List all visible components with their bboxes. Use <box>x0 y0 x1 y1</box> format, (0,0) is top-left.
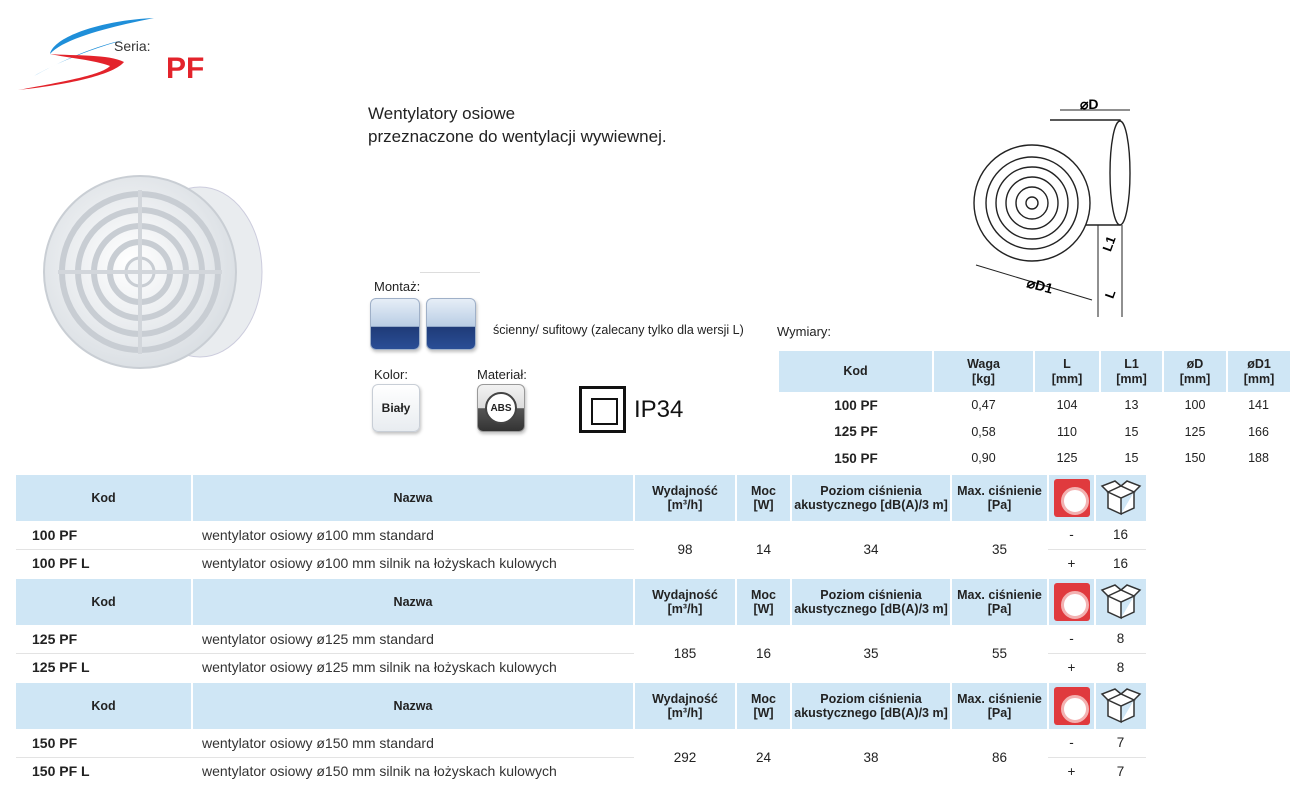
color-label: Kolor: <box>374 367 408 382</box>
product-pack-qty: 16 <box>1095 521 1146 549</box>
product-header-row <box>16 475 1146 521</box>
product-kod: 150 PF <box>16 729 192 757</box>
mounting-label: Montaż: <box>374 279 421 294</box>
product-bearing-flag: - <box>1048 521 1095 549</box>
dim-l1: 15 <box>1124 424 1139 439</box>
bearing-cert-icon <box>1054 583 1090 621</box>
dimensions-header-row <box>779 351 1290 392</box>
ip-rating-icon <box>579 386 626 433</box>
drawing-label-l: L <box>1101 287 1119 301</box>
header-max-cisnienie: Max. ciśnienie [Pa] <box>951 683 1048 729</box>
dim-waga: 0,47 <box>971 398 996 413</box>
product-bearing-flag: + <box>1067 659 1076 675</box>
product-bearing-flag: - <box>1048 625 1095 653</box>
fan-dimension-drawing <box>970 85 1145 330</box>
product-row <box>16 521 1146 549</box>
product-pack-qty: 7 <box>1116 763 1125 779</box>
divider <box>420 272 480 273</box>
header-poziom: Poziom ciśnienia akustycznego [dB(A)/3 m] <box>791 475 951 521</box>
dim-l: 110 <box>1057 424 1077 439</box>
dim-header-d1: øD1 [mm] <box>1227 351 1290 392</box>
dim-header-waga: Waga [kg] <box>933 351 1034 392</box>
dimensions-table <box>779 351 1290 472</box>
ceiling-mount-icon <box>426 298 476 350</box>
dim-waga: 0,58 <box>971 424 996 439</box>
description-line-1: Wentylatory osiowe <box>368 104 516 123</box>
bearing-cert-icon <box>1054 479 1090 517</box>
header-box <box>1095 475 1146 521</box>
product-bearing-flag: + <box>1067 555 1076 571</box>
dim-kod: 125 PF <box>834 424 878 440</box>
drawing-label-l1: L1 <box>1099 233 1119 254</box>
wall-mount-icon <box>370 298 420 350</box>
product-nazwa: wentylator osiowy ø100 mm standard <box>192 521 634 549</box>
product-poziom: 35 <box>863 645 879 661</box>
header-cert <box>1048 475 1095 521</box>
color-chip: Biały <box>372 384 420 432</box>
header-poziom: Poziom ciśnienia akustycznego [dB(A)/3 m] <box>791 683 951 729</box>
product-max-cisnienie: 55 <box>991 645 1008 661</box>
header-wydajnosc: Wydajność [m³/h] <box>634 475 736 521</box>
dim-kod: 100 PF <box>834 397 878 413</box>
product-description <box>368 102 667 148</box>
dim-header-kod: Kod <box>779 351 933 392</box>
header-kod: Kod <box>16 475 192 521</box>
header-box <box>1095 579 1146 625</box>
header-kod: Kod <box>16 579 192 625</box>
dim-l: 125 <box>1056 451 1078 466</box>
product-nazwa: wentylator osiowy ø150 mm silnik na łożyskach kulowych <box>202 763 557 780</box>
product-kod: 125 PF <box>16 625 192 653</box>
description-line-2: przeznaczone do wentylacji wywiewnej. <box>368 127 667 146</box>
dim-d: 150 <box>1184 451 1206 466</box>
drawing-label-d1: ⌀D1 <box>1025 274 1055 297</box>
dimensions-row <box>779 419 1290 446</box>
package-box-icon <box>1100 688 1142 724</box>
material-value: ABS <box>485 392 517 424</box>
package-box-icon <box>1100 584 1142 620</box>
header-cert <box>1048 683 1095 729</box>
dim-d1: 188 <box>1248 451 1269 466</box>
product-pack-qty: 8 <box>1116 659 1125 675</box>
dim-l: 104 <box>1056 398 1078 413</box>
material-chip <box>477 384 525 432</box>
dim-header-l1: L1 [mm] <box>1100 351 1163 392</box>
product-moc: 24 <box>755 749 772 765</box>
product-max-cisnienie: 86 <box>991 749 1008 765</box>
dim-d1: 166 <box>1248 424 1269 439</box>
dim-l1: 15 <box>1124 451 1139 466</box>
header-nazwa: Nazwa <box>192 683 634 729</box>
series-label: Seria: <box>114 38 151 54</box>
ip-rating: IP34 <box>634 396 684 423</box>
product-pack-qty: 8 <box>1095 625 1146 653</box>
header-moc: Moc [W] <box>736 683 791 729</box>
product-table-150 <box>16 683 1146 785</box>
dim-l1: 13 <box>1124 398 1139 413</box>
product-nazwa: wentylator osiowy ø125 mm standard <box>192 625 634 653</box>
header-moc: Moc [W] <box>736 579 791 625</box>
header-nazwa: Nazwa <box>192 475 634 521</box>
header-kod: Kod <box>16 683 192 729</box>
header-max-cisnienie: Max. ciśnienie [Pa] <box>951 579 1048 625</box>
dimensions-label: Wymiary: <box>777 324 832 339</box>
product-nazwa: wentylator osiowy ø125 mm silnik na łożyskach kulowych <box>202 659 557 676</box>
product-header-row <box>16 683 1146 729</box>
drawing-label-d: ⌀D <box>1080 96 1099 112</box>
product-pack-qty: 7 <box>1095 729 1146 757</box>
header-nazwa: Nazwa <box>192 579 634 625</box>
product-row <box>16 625 1146 653</box>
product-wydajnosc: 98 <box>677 541 693 557</box>
dim-d: 125 <box>1184 424 1206 439</box>
product-kod: 100 PF <box>16 521 192 549</box>
bearing-cert-icon <box>1054 687 1090 725</box>
product-pack-qty: 16 <box>1112 555 1129 571</box>
dim-header-l: L [mm] <box>1034 351 1100 392</box>
dim-d: 100 <box>1184 398 1206 413</box>
dimensions-row <box>779 445 1290 472</box>
header-wydajnosc: Wydajność [m³/h] <box>634 579 736 625</box>
dimensions-row <box>779 392 1290 419</box>
product-nazwa: wentylator osiowy ø100 mm silnik na łożyskach kulowych <box>202 555 557 572</box>
fan-photo <box>40 160 270 375</box>
product-wydajnosc: 292 <box>673 749 697 765</box>
header-poziom: Poziom ciśnienia akustycznego [dB(A)/3 m] <box>791 579 951 625</box>
series-name: PF <box>166 52 205 85</box>
product-bearing-flag: + <box>1067 763 1076 779</box>
header-wydajnosc: Wydajność [m³/h] <box>634 683 736 729</box>
product-bearing-flag: - <box>1048 729 1095 757</box>
dim-kod: 150 PF <box>834 450 878 466</box>
product-moc: 16 <box>755 645 772 661</box>
product-row <box>16 729 1146 757</box>
product-kod: 150 PF L <box>32 763 90 780</box>
header-cert <box>1048 579 1095 625</box>
product-wydajnosc: 185 <box>673 645 697 661</box>
dim-waga: 0,90 <box>971 451 996 466</box>
header-max-cisnienie: Max. ciśnienie [Pa] <box>951 475 1048 521</box>
product-table-100 <box>16 475 1146 577</box>
product-max-cisnienie: 35 <box>991 541 1008 557</box>
mounting-text: ścienny/ sufitowy (zalecany tylko dla wersji L) <box>493 323 744 337</box>
dim-d1: 141 <box>1248 398 1269 413</box>
product-nazwa: wentylator osiowy ø150 mm standard <box>192 729 634 757</box>
dim-header-d: øD [mm] <box>1163 351 1227 392</box>
product-kod: 125 PF L <box>32 659 90 676</box>
product-moc: 14 <box>755 541 772 557</box>
product-poziom: 34 <box>863 541 879 557</box>
header-moc: Moc [W] <box>736 475 791 521</box>
package-box-icon <box>1100 480 1142 516</box>
product-header-row <box>16 579 1146 625</box>
header-box <box>1095 683 1146 729</box>
product-table-125 <box>16 579 1146 681</box>
product-poziom: 38 <box>863 749 879 765</box>
material-label: Materiał: <box>477 367 527 382</box>
product-kod: 100 PF L <box>32 555 90 572</box>
